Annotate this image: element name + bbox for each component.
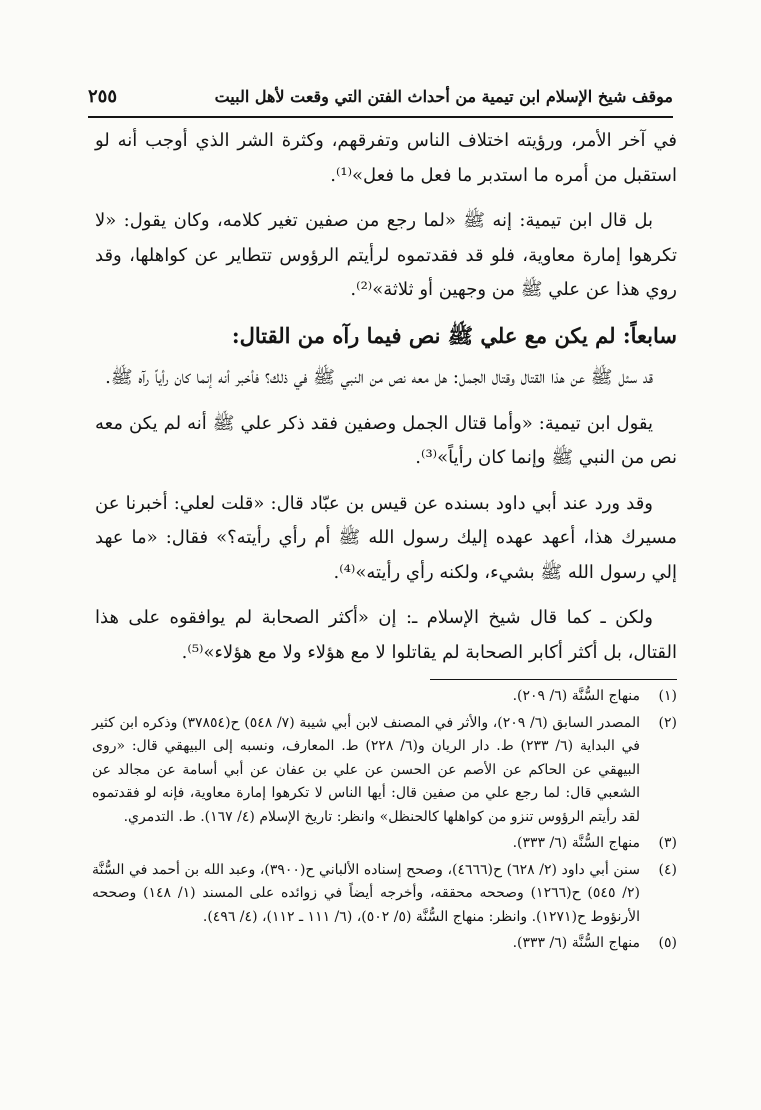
section-heading: سابعاً: لم يكن مع علي ﷺ نص فيما رآه من القتال: bbox=[231, 322, 677, 348]
footnote-text: منهاج السُّنَّة (٦/ ٣٣٣). bbox=[512, 835, 640, 851]
footnote-item bbox=[92, 685, 677, 709]
running-header bbox=[88, 76, 673, 116]
paragraph-4: يقول ابن تيمية: «وأما قتال الجمل وصفين فقد ذكر علي ﷺ أنه لم يكن معه نص من النبي ﷺ وإنما كان رأياً»⁽³⁾. bbox=[95, 412, 677, 468]
header-rule bbox=[88, 116, 673, 118]
footnote-text: سنن أبي داود (٢/ ٦٢٨) ح(٤٦٦٦)، وصحح إسناده الألباني ح(٣٩٠٠)، وعبد الله بن أحمد في السُّنَّة (٢/ ٥٤٥) ح(١٢٦٦) وصححه محققه، وأخرجه أيضاً في زوائده على المسند (١/ ١٤٨) وصححه الأرنؤوط ح(١٢٧١). وانظر: منهاج السُّنَّة (٥/ ٥٠٢)، (٦/ ١١١ ـ ١١٢)، (٤/ ٤٩٦). bbox=[92, 861, 640, 925]
footnote-rule bbox=[430, 679, 677, 680]
footnote-text: المصدر السابق (٦/ ٢٠٩)، والأثر في المصنف لابن أبي شيبة (٧/ ٥٤٨) ح(٣٧٨٥٤) وذكره ابن كثير في البداية (٦/ ٢٣٣) ط. دار الريان و(٦/ ٢٢٨) ط. المعارف، ونسبه إلى البيهقي قال: «روى البيهقي عن الحاكم عن الأصم عن الحسن عن علي بن عفان عن أبي أسامة عن مجالد عن الشعبي قال: لما رجع علي من صفين قال: أيها الناس لا تكرهوا إمارة معاوية، فإنه لو فقدتموه لقد رأيتم الرؤوس تنزو من كواهلها كالحنظل» وانظر: تاريخ الإسلام (٤/ ١٦٧). ط. التدمري. bbox=[92, 714, 640, 825]
footnote-number: (٢) bbox=[658, 714, 677, 731]
main-text bbox=[95, 124, 677, 681]
footnote-item bbox=[92, 859, 677, 930]
footnote-item bbox=[92, 832, 677, 856]
header-title: موقف شيخ الإسلام ابن تيمية من أحداث الفتن التي وقعت لأهل البيت bbox=[214, 86, 673, 106]
page-number: ٢٥٥ bbox=[88, 85, 118, 107]
footnote-item bbox=[92, 932, 677, 956]
footnote-text: منهاج السُّنَّة (٦/ ٣٣٣). bbox=[512, 935, 640, 951]
paragraph-1: في آخر الأمر، ورؤيته اختلاف الناس وتفرقهم، وكثرة الشر الذي أوجب أنه لو استقبل من أمره ما استدبر ما فعل ما فعل»⁽¹⁾. bbox=[95, 130, 677, 186]
footnote-text: منهاج السُّنَّة (٦/ ٢٠٩). bbox=[512, 688, 640, 704]
paragraph-2: بل قال ابن تيمية: إنه ﷺ «لما رجع من صفين تغير كلامه، وكان يقول: «لا تكرهوا إمارة معاوية، فلو قد فقدتموه لرأيتم الرؤوس تتطاير عن كواهلها، وقد روي هذا عن علي ﷺ من وجهين أو ثلاثة»⁽²⁾. bbox=[95, 210, 677, 300]
paragraph-6: ولكن ـ كما قال شيخ الإسلام ـ: إن «أكثر الصحابة لم يوافقوه على هذا القتال، بل أكثر أكابر الصحابة لم يقاتلوا لا مع هؤلاء ولا مع هؤلاء»⁽⁵⁾. bbox=[95, 607, 677, 663]
footnote-item bbox=[92, 712, 677, 830]
footnotes bbox=[92, 685, 677, 959]
footnote-number: (١) bbox=[658, 688, 677, 704]
footnote-number: (٥) bbox=[658, 935, 677, 951]
footnote-number: (٤) bbox=[658, 861, 677, 878]
footnote-number: (٣) bbox=[658, 835, 677, 851]
paragraph-3: قد سئل ﷺ عن هذا القتال وقتال الجمل: هل معه نص من النبي ﷺ في ذلك؟ فأخبر أنه إنما كان رأياً رآه ﷺ. bbox=[105, 367, 653, 388]
paragraph-5: وقد ورد عند أبي داود بسنده عن قيس بن عبّاد قال: «قلت لعلي: أخبرنا عن مسيرك هذا، أعهد عهده إليك رسول الله ﷺ أم رأي رأيته؟» فقال: «ما عهد إلي رسول الله ﷺ بشيء، ولكنه رأي رأيته»⁽⁴⁾. bbox=[95, 492, 677, 583]
